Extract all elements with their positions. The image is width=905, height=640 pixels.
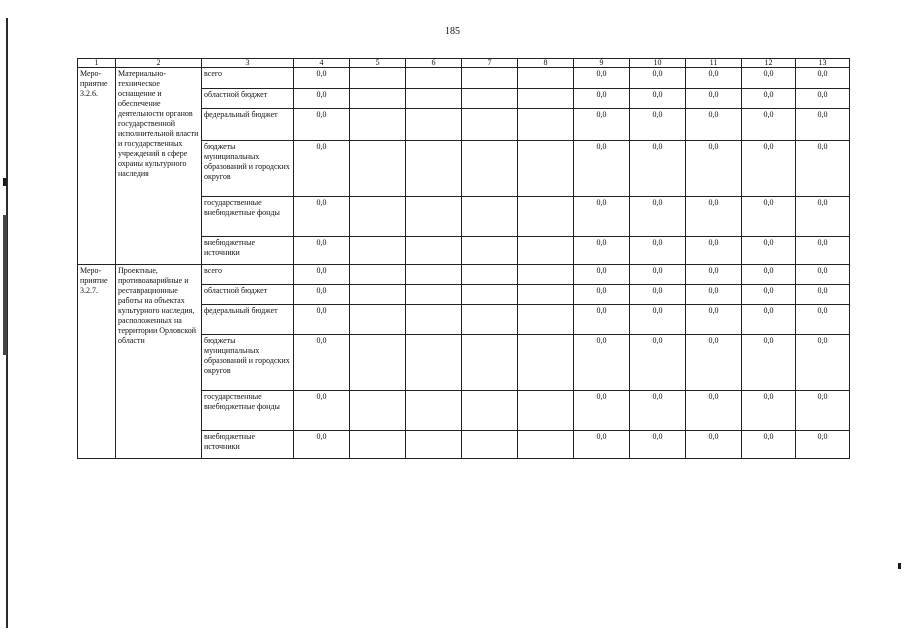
value-cell-col-4: 0,0 [294,68,350,89]
value-cell-col-5 [350,109,406,141]
measure-code-line: 3.2.6. [80,89,98,98]
value-cell-col-11: 0,0 [686,89,742,109]
value-cell-col-13: 0,0 [796,265,850,285]
value-cell-col-11: 0,0 [686,335,742,391]
value-cell-col-4: 0,0 [294,431,350,459]
measure-title: Проектные, противоаварийные и реставрационные работы на объектах культурного наследия, расположенных на территории Орловской области [116,265,202,459]
header-col-1: 1 [78,59,116,68]
value-cell-col-11: 0,0 [686,305,742,335]
value-cell-col-7 [462,265,518,285]
value-cell-col-7 [462,391,518,431]
funding-source: бюджеты муниципальных образований и городских округов [202,141,294,197]
value-cell-col-13: 0,0 [796,141,850,197]
value-cell-col-10: 0,0 [630,68,686,89]
value-cell-col-8 [518,265,574,285]
value-cell-col-10: 0,0 [630,305,686,335]
value-cell-col-11: 0,0 [686,109,742,141]
value-cell-col-8 [518,89,574,109]
value-cell-col-4: 0,0 [294,141,350,197]
value-cell-col-6 [406,285,462,305]
value-cell-col-10: 0,0 [630,237,686,265]
value-cell-col-5 [350,391,406,431]
value-cell-col-13: 0,0 [796,197,850,237]
measure-code-line: Меро- [80,266,102,275]
value-cell-col-12: 0,0 [742,285,796,305]
value-cell-col-4: 0,0 [294,305,350,335]
value-cell-col-9: 0,0 [574,305,630,335]
measure-title: Материально-техническое оснащение и обеспечение деятельности органов государственной исполнительной власти и государственных учреждений в сфере охраны культурного наследия [116,68,202,265]
value-cell-col-4: 0,0 [294,265,350,285]
value-cell-col-12: 0,0 [742,68,796,89]
measure-code [78,265,116,459]
value-cell-col-7 [462,431,518,459]
value-cell-col-12: 0,0 [742,197,796,237]
value-cell-col-6 [406,431,462,459]
funding-source: федеральный бюджет [202,109,294,141]
value-cell-col-13: 0,0 [796,237,850,265]
value-cell-col-12: 0,0 [742,109,796,141]
value-cell-col-13: 0,0 [796,335,850,391]
header-col-4: 4 [294,59,350,68]
value-cell-col-9: 0,0 [574,335,630,391]
value-cell-col-10: 0,0 [630,265,686,285]
value-cell-col-5 [350,335,406,391]
funding-source: всего [202,68,294,89]
value-cell-col-9: 0,0 [574,431,630,459]
value-cell-col-9: 0,0 [574,285,630,305]
value-cell-col-9: 0,0 [574,237,630,265]
scan-mark-bar [3,215,7,355]
value-cell-col-13: 0,0 [796,305,850,335]
value-cell-col-8 [518,237,574,265]
header-col-3: 3 [202,59,294,68]
value-cell-col-10: 0,0 [630,335,686,391]
funding-source: всего [202,265,294,285]
value-cell-col-8 [518,285,574,305]
measure-code [78,68,116,265]
value-cell-col-5 [350,68,406,89]
value-cell-col-4: 0,0 [294,335,350,391]
header-col-7: 7 [462,59,518,68]
value-cell-col-12: 0,0 [742,265,796,285]
page-number: 185 [445,26,460,37]
funding-source: областной бюджет [202,285,294,305]
value-cell-col-11: 0,0 [686,68,742,89]
value-cell-col-12: 0,0 [742,305,796,335]
header-col-2: 2 [116,59,202,68]
value-cell-col-5 [350,305,406,335]
value-cell-col-8 [518,335,574,391]
funding-source: государственные внебюджетные фонды [202,197,294,237]
header-col-13: 13 [796,59,850,68]
value-cell-col-11: 0,0 [686,237,742,265]
funding-source: областной бюджет [202,89,294,109]
value-cell-col-11: 0,0 [686,197,742,237]
value-cell-col-12: 0,0 [742,391,796,431]
value-cell-col-8 [518,197,574,237]
value-cell-col-7 [462,141,518,197]
value-cell-col-5 [350,431,406,459]
value-cell-col-6 [406,265,462,285]
measure-code-line: Меро- [80,69,102,78]
value-cell-col-9: 0,0 [574,141,630,197]
value-cell-col-13: 0,0 [796,68,850,89]
value-cell-col-4: 0,0 [294,285,350,305]
value-cell-col-10: 0,0 [630,431,686,459]
value-cell-col-10: 0,0 [630,89,686,109]
header-col-12: 12 [742,59,796,68]
funding-source: внебюджетные источники [202,431,294,459]
value-cell-col-4: 0,0 [294,391,350,431]
measure-code-line: 3.2.7. [80,286,98,295]
table-row [78,265,850,285]
value-cell-col-6 [406,141,462,197]
value-cell-col-7 [462,285,518,305]
value-cell-col-6 [406,391,462,431]
value-cell-col-6 [406,197,462,237]
value-cell-col-8 [518,391,574,431]
value-cell-col-9: 0,0 [574,68,630,89]
header-col-8: 8 [518,59,574,68]
value-cell-col-6 [406,305,462,335]
value-cell-col-11: 0,0 [686,265,742,285]
funding-source: государственные внебюджетные фонды [202,391,294,431]
value-cell-col-4: 0,0 [294,237,350,265]
value-cell-col-10: 0,0 [630,391,686,431]
value-cell-col-13: 0,0 [796,391,850,431]
funding-source: бюджеты муниципальных образований и городских округов [202,335,294,391]
scan-mark-right [898,563,901,569]
header-col-5: 5 [350,59,406,68]
budget-table [77,58,850,459]
value-cell-col-12: 0,0 [742,335,796,391]
header-col-6: 6 [406,59,462,68]
funding-source: внебюджетные источники [202,237,294,265]
value-cell-col-13: 0,0 [796,109,850,141]
value-cell-col-5 [350,89,406,109]
value-cell-col-5 [350,285,406,305]
value-cell-col-9: 0,0 [574,265,630,285]
value-cell-col-7 [462,197,518,237]
table-body [78,68,850,459]
value-cell-col-13: 0,0 [796,89,850,109]
measure-code-line: приятие [80,79,108,88]
value-cell-col-5 [350,265,406,285]
value-cell-col-6 [406,335,462,391]
value-cell-col-9: 0,0 [574,197,630,237]
value-cell-col-11: 0,0 [686,391,742,431]
scan-mark-top [3,178,6,186]
value-cell-col-10: 0,0 [630,285,686,305]
value-cell-col-10: 0,0 [630,197,686,237]
header-col-11: 11 [686,59,742,68]
value-cell-col-12: 0,0 [742,89,796,109]
header-col-9: 9 [574,59,630,68]
value-cell-col-6 [406,109,462,141]
value-cell-col-6 [406,68,462,89]
value-cell-col-5 [350,237,406,265]
value-cell-col-12: 0,0 [742,431,796,459]
value-cell-col-8 [518,68,574,89]
value-cell-col-6 [406,237,462,265]
value-cell-col-4: 0,0 [294,197,350,237]
value-cell-col-7 [462,305,518,335]
header-col-10: 10 [630,59,686,68]
value-cell-col-7 [462,237,518,265]
value-cell-col-9: 0,0 [574,109,630,141]
value-cell-col-7 [462,109,518,141]
header-row [78,59,850,68]
value-cell-col-5 [350,197,406,237]
value-cell-col-12: 0,0 [742,141,796,197]
value-cell-col-12: 0,0 [742,237,796,265]
value-cell-col-8 [518,305,574,335]
value-cell-col-5 [350,141,406,197]
value-cell-col-7 [462,68,518,89]
funding-source: федеральный бюджет [202,305,294,335]
value-cell-col-9: 0,0 [574,391,630,431]
value-cell-col-13: 0,0 [796,285,850,305]
value-cell-col-11: 0,0 [686,285,742,305]
value-cell-col-10: 0,0 [630,109,686,141]
value-cell-col-8 [518,109,574,141]
value-cell-col-4: 0,0 [294,89,350,109]
value-cell-col-11: 0,0 [686,431,742,459]
value-cell-col-6 [406,89,462,109]
measure-code-line: приятие [80,276,108,285]
table-row [78,68,850,89]
value-cell-col-7 [462,335,518,391]
value-cell-col-10: 0,0 [630,141,686,197]
value-cell-col-9: 0,0 [574,89,630,109]
value-cell-col-13: 0,0 [796,431,850,459]
value-cell-col-4: 0,0 [294,109,350,141]
value-cell-col-8 [518,431,574,459]
value-cell-col-11: 0,0 [686,141,742,197]
value-cell-col-7 [462,89,518,109]
value-cell-col-8 [518,141,574,197]
